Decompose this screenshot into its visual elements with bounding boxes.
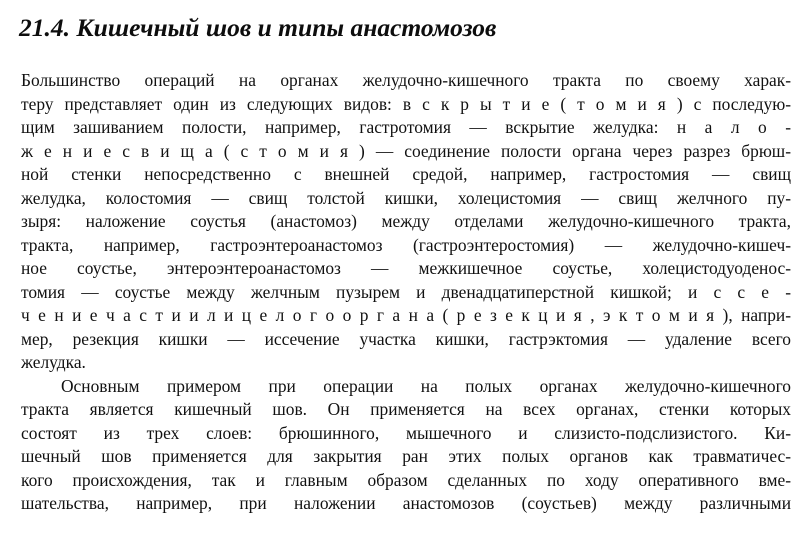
text-line: мер, резекция кишки — иссечение участка кишки, гастрэктомия — удаление всего <box>21 328 791 349</box>
text-line: щим зашиванием полости, например, гастротомия — вскрытие желудка: н а л о - <box>21 117 791 137</box>
text-line: шательства, например, при наложении анастомозов (соустьев) между различными <box>21 493 791 513</box>
paragraph-1 <box>21 69 791 375</box>
text-line: теру представляет один из следующих видов: в с к р ы т и е ( т о м и я ) с последую- <box>21 93 791 114</box>
text-line: Основным примером при операции на полых органах желудочно-кишечного <box>61 375 791 396</box>
body-text <box>21 69 791 516</box>
text-line: зыря: наложение соустья (анастомоз) между отделами желудочно-кишечного тракта, <box>21 211 791 231</box>
text-line: тракта, например, гастроэнтероанастомоз (гастроэнтеростомия) — желудочно-кишеч- <box>21 234 791 255</box>
text-line: шечный шов применяется для закрытия ран этих полых органов как травматичес- <box>21 446 791 466</box>
text-line: кого происхождения, так и главным образом сделанных по ходу оперативного вме- <box>21 469 791 490</box>
paragraph-2 <box>21 375 791 516</box>
text-line: состоят из трех слоев: брюшинного, мышечного и слизисто-подслизистого. Ки- <box>21 422 791 443</box>
text-line: ной стенки непосредственно с внешней средой, например, гастростомия — свищ <box>21 164 791 184</box>
text-line: ное соустье, энтероэнтероанастомоз — межкишечное соустье, холецистодуоденос- <box>21 258 791 278</box>
text-line: томия — соустье между желчным пузырем и двенадцатиперстной кишкой; и с с е - <box>21 281 791 302</box>
text-line: желудка. <box>21 352 86 372</box>
text-line: тракта является кишечный шов. Он применяется на всех органах, стенки которых <box>21 399 791 419</box>
text-line: Большинство операций на органах желудочно-кишечного тракта по своему харак- <box>21 70 791 90</box>
text-line: желудка, колостомия — свищ толстой кишки, холецистомия — свищ желчного пу- <box>21 187 791 208</box>
section-heading: 21.4. Кишечный шов и типы анастомозов <box>19 13 497 42</box>
text-line: ч е н и е ч а с т и и л и ц е л о г о о р г а н а ( р е з е к ц и я , э к т о м и я ), напри- <box>21 305 791 325</box>
text-line: ж е н и е с в и щ а ( с т о м и я ) — соединение полости органа через разрез брюш- <box>21 140 791 161</box>
